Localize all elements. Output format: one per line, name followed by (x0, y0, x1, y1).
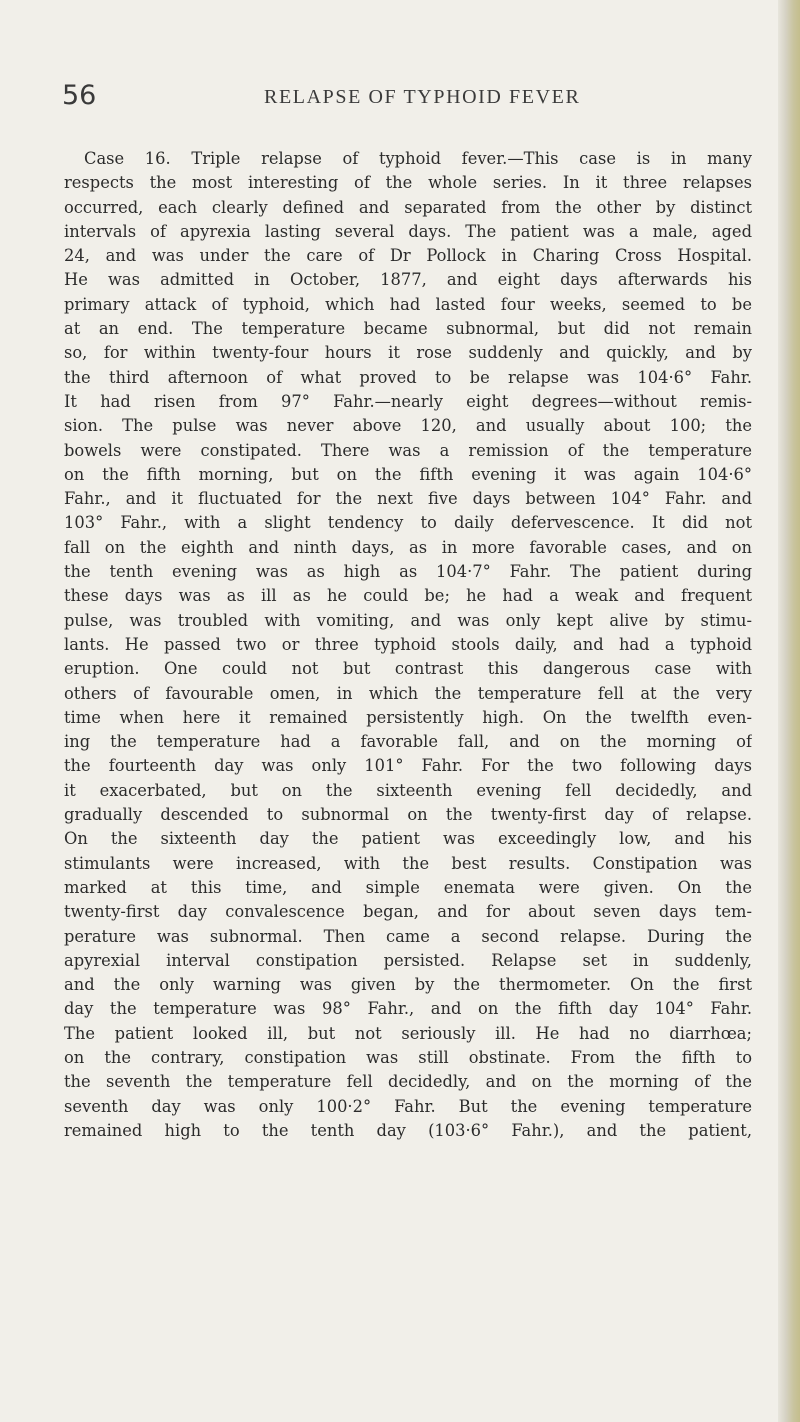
text-line: at an end. The temperature became subnormal, but did not remain (64, 319, 752, 339)
text-line: on the contrary, constipation was still obstinate. From the fifth to (64, 1047, 752, 1067)
text-line: The patient looked ill, but not seriously ill. He had no diarrhœa; (64, 1023, 752, 1043)
text-line: sion. The pulse was never above 120, and usually about 100; the (64, 416, 752, 436)
text-line: twenty-first day convalescence began, and for about seven days tem- (64, 902, 752, 922)
text-line: it exacerbated, but on the sixteenth evening fell decidedly, and (64, 780, 752, 800)
text-line: day the temperature was 98° Fahr., and on the fifth day 104° Fahr. (64, 999, 752, 1019)
text-line: so, for within twenty-four hours it rose suddenly and quickly, and by (64, 343, 752, 363)
text-line: perature was subnormal. Then came a second relapse. During the (64, 926, 752, 946)
text-line: It had risen from 97° Fahr.—nearly eight degrees—without remis- (64, 391, 752, 411)
text-line: the tenth evening was as high as 104·7° Fahr. The patient during (64, 562, 752, 582)
text-line: intervals of apyrexia lasting several days. The patient was a male, aged (64, 221, 752, 241)
text-line: on the fifth morning, but on the fifth evening it was again 104·6° (64, 464, 752, 484)
text-line: apyrexial interval constipation persisted. Relapse set in suddenly, (64, 950, 752, 970)
text-line: marked at this time, and simple enemata were given. On the (64, 877, 752, 897)
text-line: ing the temperature had a favorable fall, and on the morning of (64, 732, 752, 752)
text-line: lants. He passed two or three typhoid stools daily, and had a typhoid (64, 634, 752, 654)
text-line: occurred, each clearly defined and separated from the other by distinct (64, 197, 752, 217)
text-line: He was admitted in October, 1877, and eight days afterwards his (64, 270, 752, 290)
text-line: pulse, was troubled with vomiting, and was only kept alive by stimu- (64, 610, 752, 630)
text-line: On the sixteenth day the patient was exceedingly low, and his (64, 829, 752, 849)
page-edge (778, 0, 800, 1422)
text-line: gradually descended to subnormal on the twenty-first day of relapse. (64, 805, 752, 825)
text-line: time when here it remained persistently high. On the twelfth even- (64, 707, 752, 727)
text-line: respects the most interesting of the whole series. In it three relapses (64, 173, 752, 193)
text-line: bowels were constipated. There was a remission of the temperature (64, 440, 752, 460)
body-text (64, 147, 752, 1143)
page-header (62, 80, 752, 120)
text-line: primary attack of typhoid, which had lasted four weeks, seemed to be (64, 294, 752, 314)
text-line: seventh day was only 100·2° Fahr. But the evening temperature (64, 1096, 752, 1116)
text-line: these days was as ill as he could be; he had a weak and frequent (64, 586, 752, 606)
page-number: 56 (62, 80, 97, 111)
text-line: and the only warning was given by the thermometer. On the first (64, 975, 752, 995)
text-line: the fourteenth day was only 101° Fahr. For the two following days (64, 756, 752, 776)
text-line: Case 16. Triple relapse of typhoid fever.—This case is in many (84, 149, 752, 168)
text-line: others of favourable omen, in which the temperature fell at the very (64, 683, 752, 703)
text-line: stimulants were increased, with the best results. Constipation was (64, 853, 752, 873)
running-head: RELAPSE OF TYPHOID FEVER (264, 86, 581, 108)
text-line: 24, and was under the care of Dr Pollock in Charing Cross Hospital. (64, 246, 752, 266)
text-line: eruption. One could not but contrast this dangerous case with (64, 659, 752, 679)
text-line: 103° Fahr., with a slight tendency to daily defervescence. It did not (64, 513, 752, 533)
text-line: the third afternoon of what proved to be relapse was 104·6° Fahr. (64, 367, 752, 387)
text-line: fall on the eighth and ninth days, as in more favorable cases, and on (64, 537, 752, 557)
text-line: Fahr., and it fluctuated for the next five days between 104° Fahr. and (64, 489, 752, 509)
text-line: remained high to the tenth day (103·6° Fahr.), and the patient, (64, 1120, 752, 1140)
text-line: the seventh the temperature fell decidedly, and on the morning of the (64, 1072, 752, 1092)
